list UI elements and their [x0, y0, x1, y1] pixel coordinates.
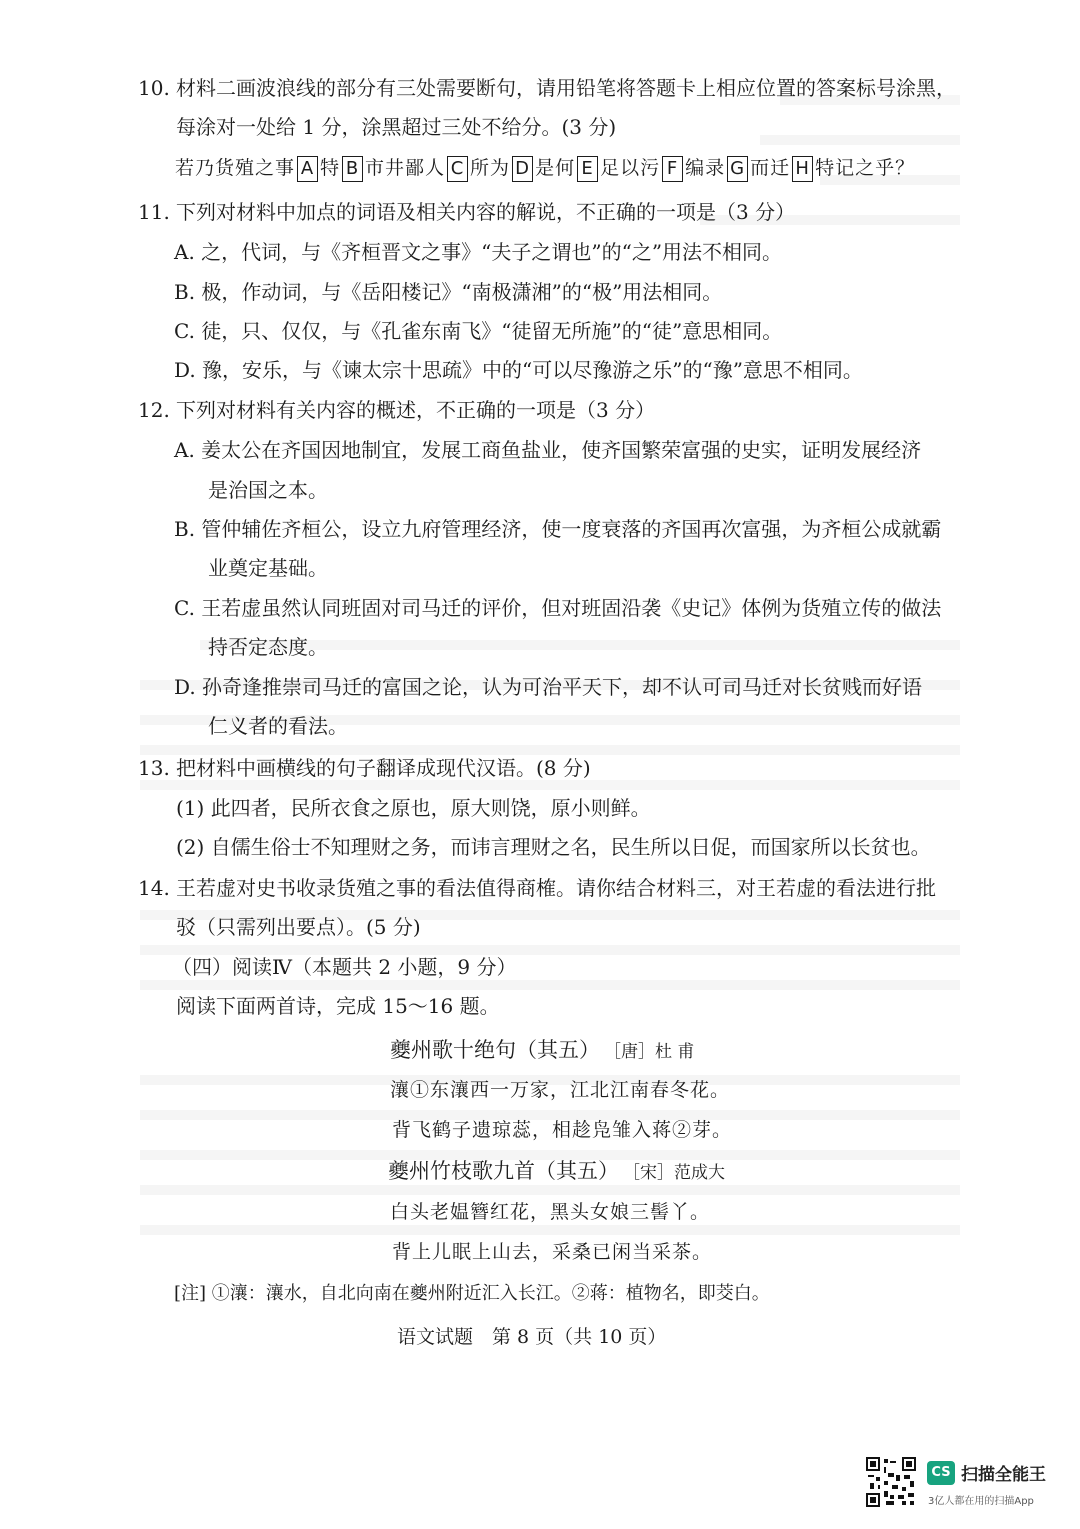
poem-1-line-1: 瀼①东瀼西一万家，江北江南春冬花。 [390, 1079, 731, 1101]
poem-1-line-2: 背飞鹤子遗琼蕊，相趁凫雏入蒋②芽。 [392, 1119, 733, 1141]
q11-stem-line [138, 198, 795, 226]
answer-box-h[interactable]: H [792, 156, 813, 182]
camscanner-tagline: 3亿人都在用的扫描App [928, 1496, 1034, 1507]
question-number: 10. [138, 76, 170, 100]
poem-1-title: 夔州歌十绝句（其五） [390, 1038, 600, 1062]
q10-line-1 [138, 74, 956, 102]
question-number: 11. [138, 200, 170, 224]
q13-stem-line [138, 754, 591, 782]
question-number: 13. [138, 756, 170, 780]
poem-1-header [390, 1036, 694, 1066]
answer-box-e[interactable]: E [577, 156, 598, 182]
segment: 所为 [470, 157, 511, 179]
q11-stem: 下列对材料中加点的词语及相关内容的解说，不正确的一项是（3 分） [176, 200, 796, 224]
poem-2-line-2: 背上儿眠上山去，采桑已闲当采茶。 [392, 1241, 713, 1263]
q12-option-d-line-1: D. 孙奇逢推崇司马迁的富国之论，认为可治平天下，却不认可司马迁对长贫贱而好语 [174, 675, 923, 699]
poem-2-author: ［宋］范成大 [623, 1163, 725, 1183]
answer-box-d[interactable]: D [512, 156, 533, 182]
q12-stem: 下列对材料有关内容的概述，不正确的一项是（3 分） [176, 398, 656, 422]
q10-line-2: 每涂对一处给 1 分，涂黑超过三处不给分。(3 分) [176, 115, 617, 139]
segment: 是何 [535, 157, 576, 179]
segment: 而迁 [750, 157, 791, 179]
q11-option-b: B. 极，作动词，与《岳阳楼记》“南极潇湘”的“极”用法相同。 [174, 280, 723, 304]
q12-option-a-line-2: 是治国之本。 [208, 478, 328, 502]
q11-option-c: C. 徒，只、仅仅，与《孔雀东南飞》“徒留无所施”的“徒”意思相同。 [174, 319, 783, 343]
page-footer: 语文试题 第 8 页（共 10 页） [397, 1326, 667, 1348]
q14-line-2: 驳（只需列出要点）。(5 分) [176, 915, 421, 939]
q12-stem-line [138, 396, 655, 424]
answer-box-c[interactable]: C [447, 156, 468, 182]
q12-option-c-line-1: C. 王若虚虽然认同班固对司马迁的评价，但对班固沿袭《史记》体例为货殖立传的做法 [174, 596, 942, 620]
q12-option-d-line-2: 仁义者的看法。 [208, 714, 348, 738]
segment: 编录 [685, 157, 726, 179]
camscanner-name: 扫描全能王 [961, 1465, 1046, 1485]
q12-option-b-line-2: 业奠定基础。 [208, 556, 328, 580]
answer-box-a[interactable]: A [297, 156, 318, 182]
q11-option-d: D. 豫，安乐，与《谏太宗十思疏》中的“可以尽豫游之乐”的“豫”意思不相同。 [174, 358, 863, 382]
answer-box-g[interactable]: G [727, 156, 748, 182]
q13-sentence-1: (1) 此四者，民所衣食之原也，原大则饶，原小则鲜。 [176, 796, 651, 820]
question-number: 12. [138, 398, 170, 422]
q13-sentence-2: (2) 自儒生俗士不知理财之务，而讳言理财之名，民生所以日促，而国家所以长贫也。 [176, 835, 931, 859]
segment: 特 [320, 157, 341, 179]
poem-footnote: [注] ①瀼：瀼水，自北向南在夔州附近汇入长江。②蒋：植物名，即茭白。 [174, 1283, 770, 1304]
segment: 市井鄙人 [365, 157, 446, 179]
segment: 若乃货殖之事 [175, 157, 296, 179]
q12-option-b-line-1: B. 管仲辅佐齐桓公，设立九府管理经济，使一度衰落的齐国再次富强，为齐桓公成就霸 [174, 517, 942, 541]
segment: 足以污 [600, 157, 661, 179]
camscanner-logo: CS [927, 1461, 955, 1485]
question-number: 14. [138, 876, 170, 900]
poem-2-header [388, 1157, 725, 1187]
poem-2-title: 夔州竹枝歌九首（其五） [388, 1159, 619, 1183]
q14-stem: 王若虚对史书收录货殖之事的看法值得商榷。请你结合材料三，对王若虚的看法进行批 [176, 876, 936, 900]
q12-option-c-line-2: 持否定态度。 [208, 635, 328, 659]
answer-box-b[interactable]: B [342, 156, 363, 182]
q14-line-1 [138, 874, 936, 902]
q11-option-a: A. 之，代词，与《齐桓晋文之事》“夫子之谓也”的“之”用法不相同。 [174, 240, 783, 264]
qr-code-icon [866, 1457, 916, 1507]
q10-stem: 材料二画波浪线的部分有三处需要断句，请用铅笔将答题卡上相应位置的答案标号涂黑， [176, 76, 956, 100]
section-intro: 阅读下面两首诗，完成 15～16 题。 [176, 994, 500, 1018]
segment: 特记之乎？ [815, 157, 916, 179]
poem-1-author: ［唐］杜 甫 [604, 1042, 695, 1062]
answer-box-f[interactable]: F [662, 156, 683, 182]
poem-2-line-1: 白头老媪簪红花，黑头女娘三髻丫。 [390, 1201, 711, 1223]
q10-sentence [175, 154, 915, 182]
q13-stem: 把材料中画横线的句子翻译成现代汉语。(8 分) [176, 756, 591, 780]
section-heading: （四）阅读Ⅳ（本题共 2 小题，9 分） [172, 955, 517, 979]
q12-option-a-line-1: A. 姜太公在齐国因地制宜，发展工商鱼盐业，使齐国繁荣富强的史实，证明发展经济 [174, 438, 922, 462]
